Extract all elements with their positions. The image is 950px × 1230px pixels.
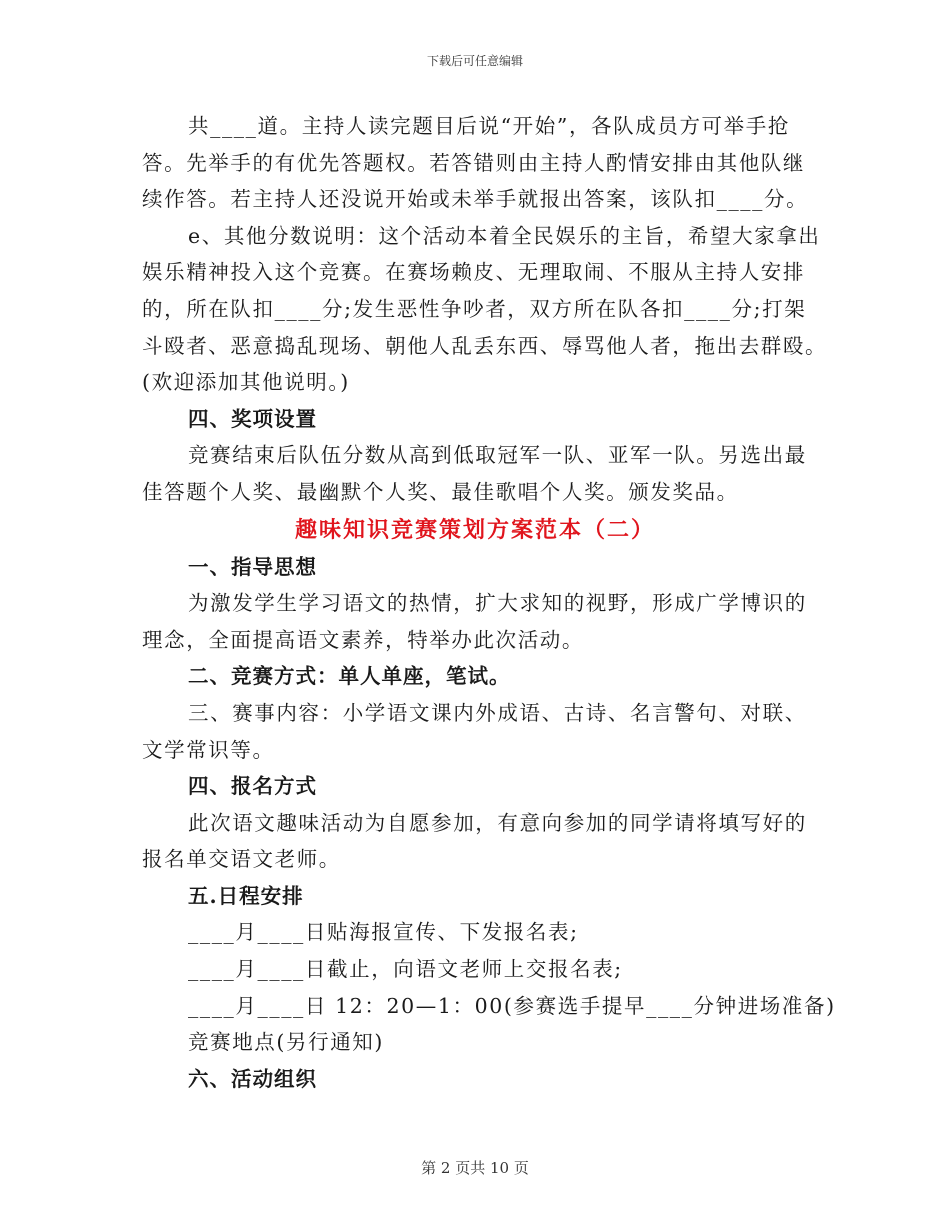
paragraph-line: 娱乐精神投入这个竞赛。在赛场赖皮、无理取闹、不服从主持人安排 bbox=[142, 260, 805, 285]
paragraph-line: 佳答题个人奖、最幽默个人奖、最佳歌唱个人奖。颁发奖品。 bbox=[142, 479, 739, 504]
paragraph-line: 为激发学生学习语文的热情，扩大求知的视野，形成广学博识的 bbox=[188, 591, 807, 616]
schedule-item: ____月____日截止，向语文老师上交报名表; bbox=[188, 957, 623, 982]
section-heading: 六、活动组织 bbox=[188, 1066, 317, 1091]
schedule-item: ____月____日 12：20—1：00(参赛选手提早____分钟进场准备) bbox=[188, 993, 836, 1018]
schedule-item: 竞赛地点(另行通知) bbox=[188, 1030, 384, 1055]
page-footer: 第 2 页共 10 页 bbox=[421, 1159, 529, 1177]
paragraph-line: 的，所在队扣____分;发生恶性争吵者，双方所在队各扣____分;打架 bbox=[142, 296, 807, 321]
section-heading: 四、奖项设置 bbox=[188, 406, 317, 431]
paragraph-line: 理念，全面提高语文素养，特举办此次活动。 bbox=[142, 627, 584, 652]
section-heading: 二、竞赛方式：单人单座，笔试。 bbox=[188, 664, 511, 689]
section-heading: 四、报名方式 bbox=[188, 774, 317, 799]
section-title: 趣味知识竞赛策划方案范本（二） bbox=[294, 516, 655, 543]
paragraph-line: 答。先举手的有优先答题权。若答错则由主持人酌情安排由其他队继 bbox=[142, 150, 805, 175]
document-body bbox=[142, 108, 836, 1097]
section-heading: 一、指导思想 bbox=[188, 554, 317, 579]
paragraph-line: 竞赛结束后队伍分数从高到低取冠军一队、亚军一队。另选出最 bbox=[188, 443, 807, 468]
paragraph-line: 文学常识等。 bbox=[142, 737, 275, 762]
paragraph-line: (欢迎添加其他说明。) bbox=[142, 370, 350, 395]
section-heading: 五.日程安排 bbox=[188, 883, 304, 908]
paragraph-line: 报名单交语文老师。 bbox=[142, 847, 341, 872]
paragraph-line: 三、赛事内容：小学语文课内外成语、古诗、名言警句、对联、 bbox=[188, 700, 807, 725]
page-header: 下载后可任意编辑 bbox=[426, 54, 523, 68]
paragraph-line: 此次语文趣味活动为自愿参加，有意向参加的同学请将填写好的 bbox=[188, 810, 807, 835]
schedule-item: ____月____日贴海报宣传、下发报名表; bbox=[188, 920, 579, 945]
paragraph-line: e、其他分数说明：这个活动本着全民娱乐的主旨，希望大家拿出 bbox=[188, 223, 821, 248]
paragraph-line: 共____道。主持人读完题目后说“开始”，各队成员方可举手抢 bbox=[188, 114, 790, 138]
paragraph-line: 续作答。若主持人还没说开始或未举手就报出答案，该队扣____分。 bbox=[142, 187, 809, 212]
paragraph-line: 斗殴者、恶意捣乱现场、朝他人乱丢东西、辱骂他人者，拖出去群殴。 bbox=[142, 333, 828, 358]
